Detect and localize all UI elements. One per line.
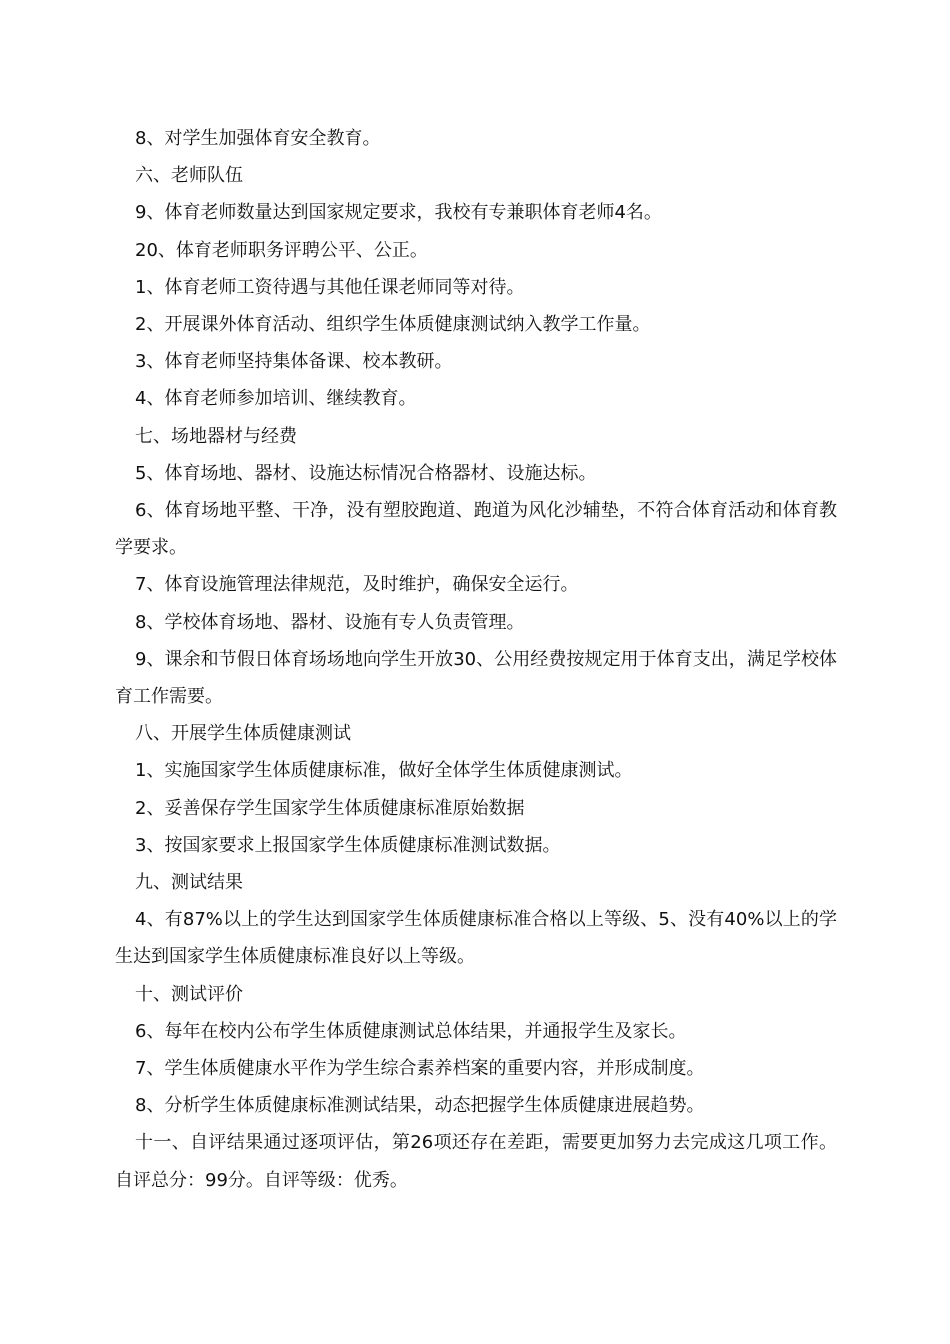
paragraph-7: 3、体育老师坚持集体备课、校本教研。 [135,351,453,373]
paragraph-20: 4、有87%以上的学生达到国家学生体质健康标准合格以上等级、5、没有40%以上的学生达到国家学生体质健康标准良好以上等级。 [115,909,837,968]
paragraph-11: 6、体育场地平整、干净，没有塑胶跑道、跑道为风化沙辅垫，不符合体育活动和体育教学要求。 [115,500,837,559]
section-heading-9: 九、测试结果 [135,872,243,894]
paragraph-10: 5、体育场地、器材、设施达标情况合格器材、设施达标。 [135,462,597,484]
paragraph-4: 20、体育老师职务评聘公平、公正。 [135,239,428,261]
section-heading-7: 七、场地器材与经费 [135,425,297,447]
paragraph-8: 4、体育老师参加培训、继续教育。 [135,388,417,410]
paragraph-12: 7、体育设施管理法律规范，及时维护，确保安全运行。 [135,574,579,596]
paragraph-14: 9、课余和节假日体育场场地向学生开放30、公用经费按规定用于体育支出，满足学校体育工作需要。 [115,648,837,708]
paragraph-1: 8、对学生加强体育安全教育。 [135,128,381,149]
paragraph-16: 1、实施国家学生体质健康标准，做好全体学生体质健康测试。 [135,760,633,782]
section-heading-11: 十一、自评结果通过逐项评估，第26项还存在差距，需要更加努力去完成这几项工作。自评总分：99分。自评等级：优秀。 [115,1132,837,1191]
paragraph-23: 7、学生体质健康水平作为学生综合素养档案的重要内容，并形成制度。 [135,1058,705,1080]
document-body [115,120,837,1199]
paragraph-18: 3、按国家要求上报国家学生体质健康标准测试数据。 [135,834,561,856]
section-heading-10: 十、测试评价 [135,983,243,1005]
paragraph-6: 2、开展课外体育活动、组织学生体质健康测试纳入教学工作量。 [135,314,651,336]
paragraph-3: 9、体育老师数量达到国家规定要求，我校有专兼职体育老师4名。 [135,202,662,224]
paragraph-5: 1、体育老师工资待遇与其他任课老师同等对待。 [135,276,525,298]
paragraph-17: 2、妥善保存学生国家学生体质健康标准原始数据 [135,797,525,819]
section-heading-8: 八、开展学生体质健康测试 [135,723,351,745]
paragraph-22: 6、每年在校内公布学生体质健康测试总体结果，并通报学生及家长。 [135,1020,687,1042]
paragraph-24: 8、分析学生体质健康标准测试结果，动态把握学生体质健康进展趋势。 [135,1095,705,1117]
section-heading-6: 六、老师队伍 [135,165,243,187]
paragraph-13: 8、学校体育场地、器材、设施有专人负责管理。 [135,611,525,633]
